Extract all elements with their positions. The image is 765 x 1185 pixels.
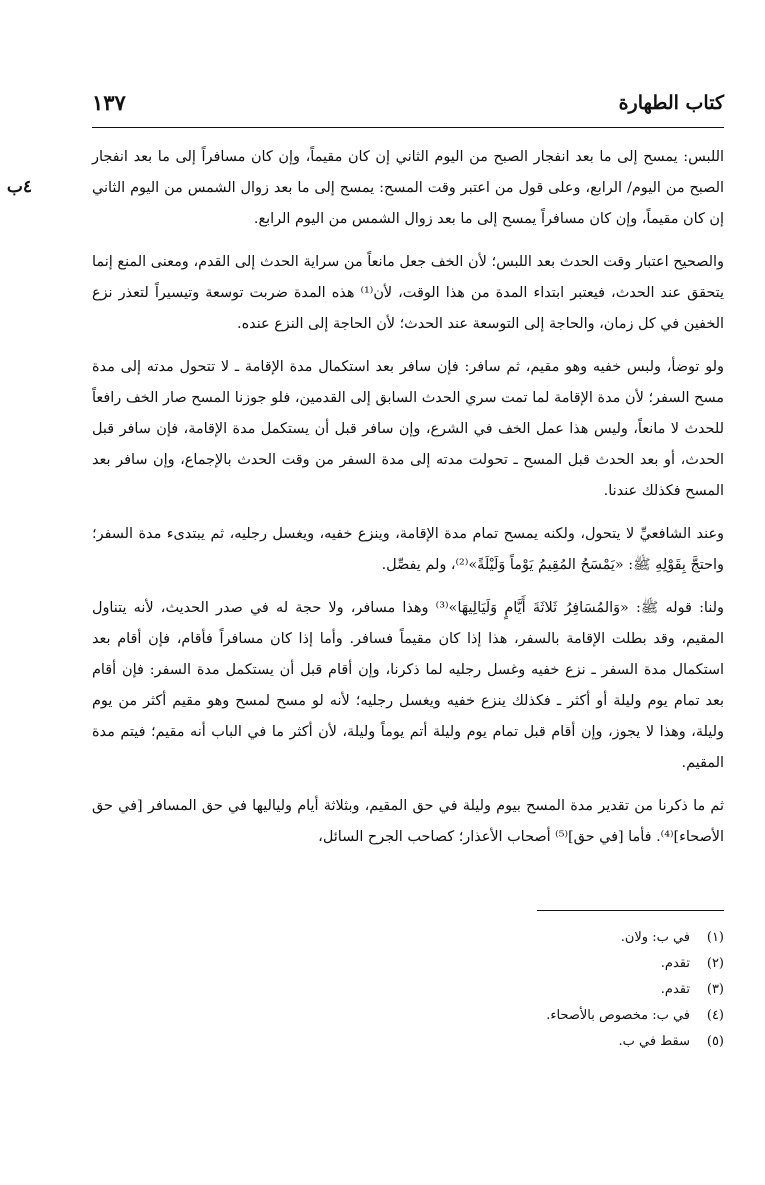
footnote-number: (٣) bbox=[706, 982, 724, 997]
footnote-divider bbox=[537, 910, 724, 911]
paragraph-4: وعند الشافعيِّ لا يتحول، ولكنه يمسح تمام مدة الإقامة، وينزع خفيه، ويغسل رجليه، ثم يبتدىء مدة السفر؛ واحتجَّ بِقَوْلِهِ ﷺ: «يَمْسَحُ المُقِيمُ يَوْماً وَلَيْلَةً»⁽²⁾، ولم يفصِّل. bbox=[92, 526, 724, 573]
footnote-number: (٢) bbox=[706, 956, 724, 971]
footnote-4 bbox=[92, 1003, 724, 1029]
footnote-text: في ب: ولان. bbox=[620, 930, 690, 945]
page-number: ١٣٧ bbox=[92, 90, 126, 115]
footnote-2 bbox=[92, 951, 724, 977]
footnote-number: (١) bbox=[706, 930, 724, 945]
footnote-text: سقط في ب. bbox=[618, 1034, 690, 1049]
footnote-text: تقدم. bbox=[660, 982, 690, 997]
book-title: كتاب الطهارة bbox=[618, 92, 724, 114]
footnote-1 bbox=[92, 925, 724, 951]
paragraph-2: والصحيح اعتبار وقت الحدث بعد اللبس؛ لأن الخف جعل مانعاً من سراية الحدث إلى القدم، ومعنى المنع إنما يتحقق عند الحدث، فيعتبر ابتداء المدة من هذا الوقت، لأن⁽¹⁾ هذه المدة ضربت توسعة وتيسيراً لتعذر نزع الخفين في كل زمان، والحاجة إلى التوسعة عند الحدث؛ لأن الحاجة إلى النزع عنده. bbox=[92, 254, 724, 332]
paragraph-6: ثم ما ذكرنا من تقدير مدة المسح بيوم وليلة في حق المقيم، وبثلاثة أيام ولياليها في حق المسافر [في حق الأصحاء]⁽⁴⁾. فأما [في حق]⁽⁵⁾ أصحاب الأعذار؛ كصاحب الجرح السائل، bbox=[92, 798, 724, 845]
header-divider bbox=[92, 127, 724, 128]
paragraph-5: ولنا: قوله ﷺ: «وَالمُسَافِرُ ثَلاثَةَ أَيَّامٍ وَلَيَالِيهَا»⁽³⁾ وهذا مسافر، ولا حجة له في صدر الحديث، لأنه يتناول المقيم، وقد بطلت الإقامة بالسفر، هذا إذا كان مقيماً فسافر. وأما إذا كان مسافراً فأقام، فإن أقام بعد استكمال مدة السفر ـ نزع خفيه وغسل رجليه لما ذكرنا، وإن أقام قبل أن يستكمل مدة السفر: فإن أقام بعد تمام يوم وليلة أو أكثر ـ فكذلك ينزع خفيه ويغسل رجليه؛ لأنه لو مسح لمسح وهو مقيم أكثر من يوم وليلة، وهذا لا يجوز، وإن أقام قبل تمام يوم وليلة أتم يوماً وليلة، لأن أكثر ما في الباب أنه مقيم؛ فيتم مدة المقيم. bbox=[92, 600, 724, 771]
margin-folio-note: ٤ب bbox=[6, 177, 32, 197]
paragraph-3: ولو توضأ، ولبس خفيه وهو مقيم، ثم سافر: فإن سافر بعد استكمال مدة الإقامة ـ لا تتحول مدته إلى مدة مسح السفر؛ لأن مدة الإقامة لما تمت سري الحدث السابق إلى القدمين، فلو جوزنا المسح صار الخف رافعاً للحدث لا مانعاً، وليس هذا عمل الخف في الشرع، وإن سافر قبل أن يستكمل مدة الإقامة، فإن سافر قبل الحدث، أو بعد الحدث قبل المسح ـ تحولت مدته إلى مدة السفر من وقت الحدث بالإجماع، وإن سافر بعد المسح فكذلك عندنا. bbox=[92, 359, 724, 499]
footnote-5 bbox=[92, 1029, 724, 1055]
paragraph-1: اللبس: يمسح إلى ما بعد انفجار الصبح من اليوم الثاني إن كان مقيماً، وإن كان مسافراً إلى ما بعد انفجار الصبح من اليوم/ الرابع، وعلى قول من اعتبر وقت المسح: يمسح إلى ما بعد زوال الشمس من اليوم الثاني إن كان مقيماً، وإن كان مسافراً يمسح إلى ما بعد زوال الشمس من اليوم الرابع. bbox=[92, 149, 724, 227]
footnote-text: تقدم. bbox=[660, 956, 690, 971]
footnote-3 bbox=[92, 977, 724, 1003]
footnote-number: (٥) bbox=[706, 1034, 724, 1049]
footnotes bbox=[92, 925, 724, 1055]
footnote-text: في ب: مخصوص بالأصحاء. bbox=[546, 1008, 690, 1023]
body-text bbox=[92, 142, 724, 865]
footnote-number: (٤) bbox=[706, 1008, 724, 1023]
page-header bbox=[92, 92, 724, 122]
